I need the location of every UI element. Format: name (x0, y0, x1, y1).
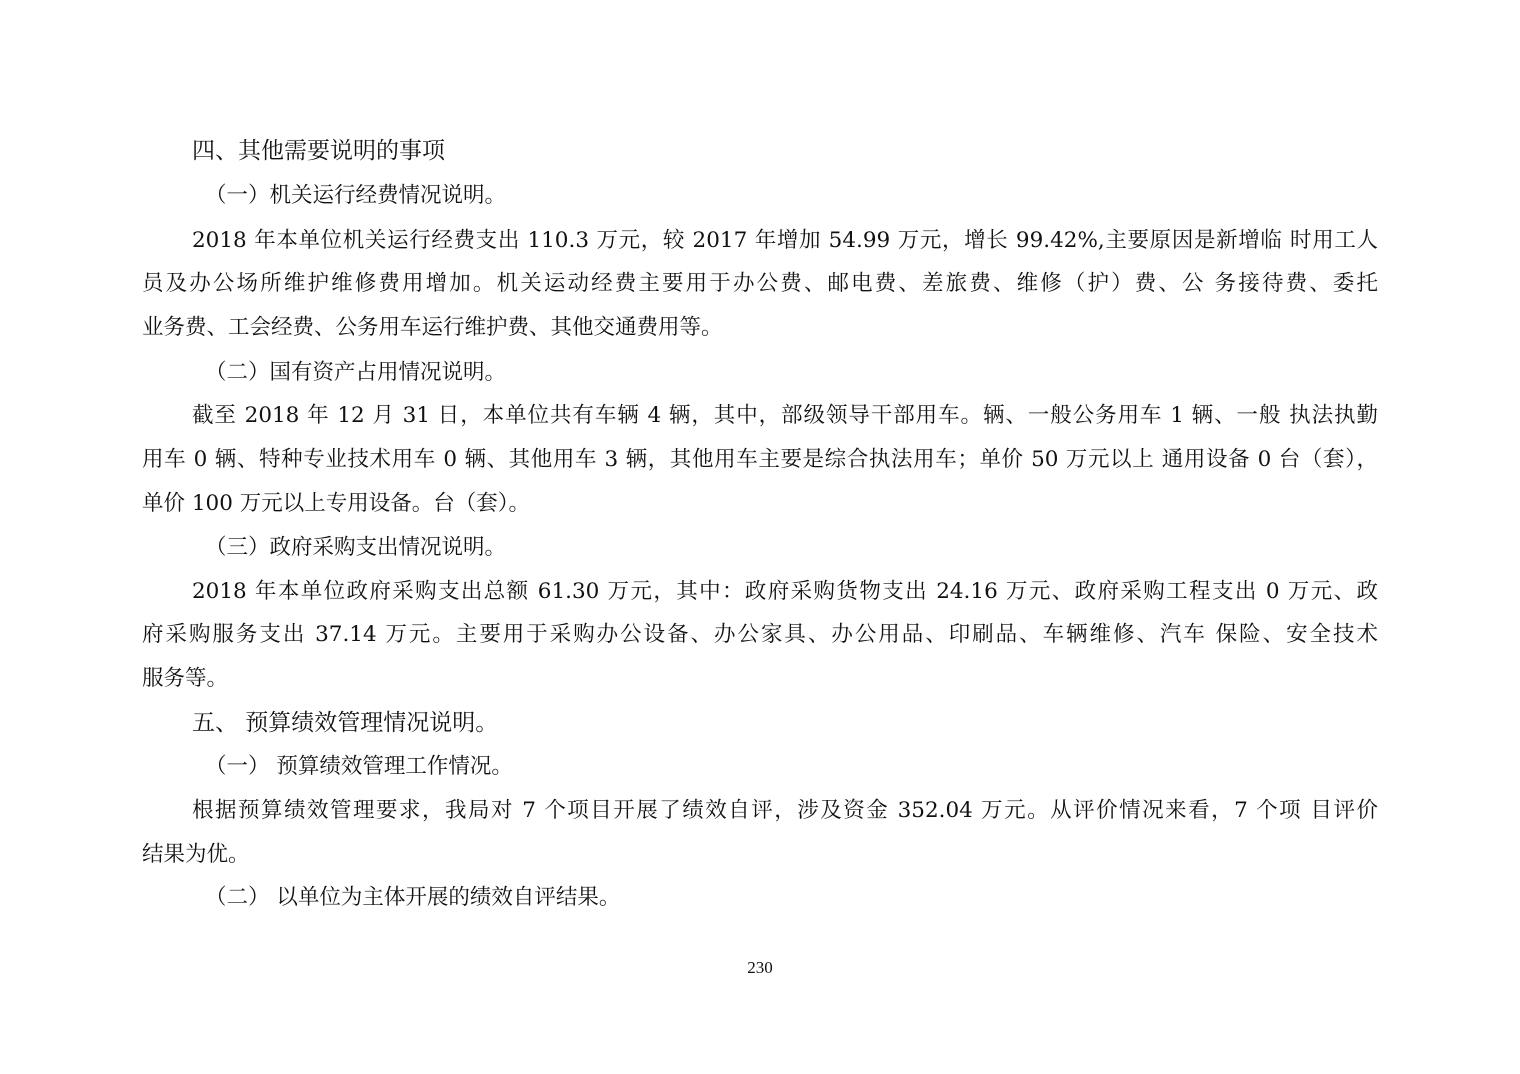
subsection-5-1-heading: （一） 预算绩效管理工作情况。 (205, 754, 513, 779)
section-5-heading: 五、 预算绩效管理情况说明。 (192, 710, 499, 736)
paragraph-2-line-2: 用车 0 辆、特种专业技术用车 0 辆、其他用车 3 辆，其他用车主要是综合执法用车；单价 50 万元以上 通用设备 0 台（套）， (142, 447, 1378, 472)
page-number: 230 (747, 958, 773, 977)
paragraph-5-line-1: 根据预算绩效管理要求，我局对 7 个项目开展了绩效自评，涉及资金 352.04 万元。从评价情况来看，7 个项 目评价 (192, 798, 1378, 823)
paragraph-5-line-2: 结果为优。 (142, 842, 250, 867)
paragraph-1-line-2: 员及办公场所维护维修费用增加。机关运动经费主要用于办公费、邮电费、差旅费、维修（护）费、公 务接待费、委托 (142, 271, 1378, 296)
subsection-5-2-heading: （二） 以单位为主体开展的绩效自评结果。 (205, 885, 621, 910)
paragraph-3-line-2: 府采购服务支出 37.14 万元。主要用于采购办公设备、办公家具、办公用品、印刷品、车辆维修、汽车 保险、安全技术 (142, 622, 1378, 647)
paragraph-1-line-1: 2018 年本单位机关运行经费支出 110.3 万元，较 2017 年增加 54.99 万元，增长 99.42%,主要原因是新增临 时用工人 (192, 228, 1378, 253)
paragraph-3-line-3: 服务等。 (142, 666, 229, 691)
paragraph-1-line-3: 业务费、工会经费、公务用车运行维护费、其他交通费用等。 (142, 315, 723, 340)
paragraph-3-line-1: 2018 年本单位政府采购支出总额 61.30 万元，其中：政府采购货物支出 24.16 万元、政府采购工程支出 0 万元、政 (192, 579, 1378, 604)
paragraph-2-line-3: 单价 100 万元以上专用设备。台（套）。 (142, 491, 530, 516)
subsection-3-heading: （三）政府采购支出情况说明。 (205, 535, 507, 560)
section-4-heading: 四、其他需要说明的事项 (192, 138, 445, 164)
paragraph-2-line-1: 截至 2018 年 12 月 31 日，本单位共有车辆 4 辆，其中，部级领导干部用车。辆、一般公务用车 1 辆、一般 执法执勤 (192, 403, 1378, 428)
subsection-2-heading: （二）国有资产占用情况说明。 (205, 360, 507, 385)
subsection-1-heading: （一）机关运行经费情况说明。 (205, 183, 507, 208)
